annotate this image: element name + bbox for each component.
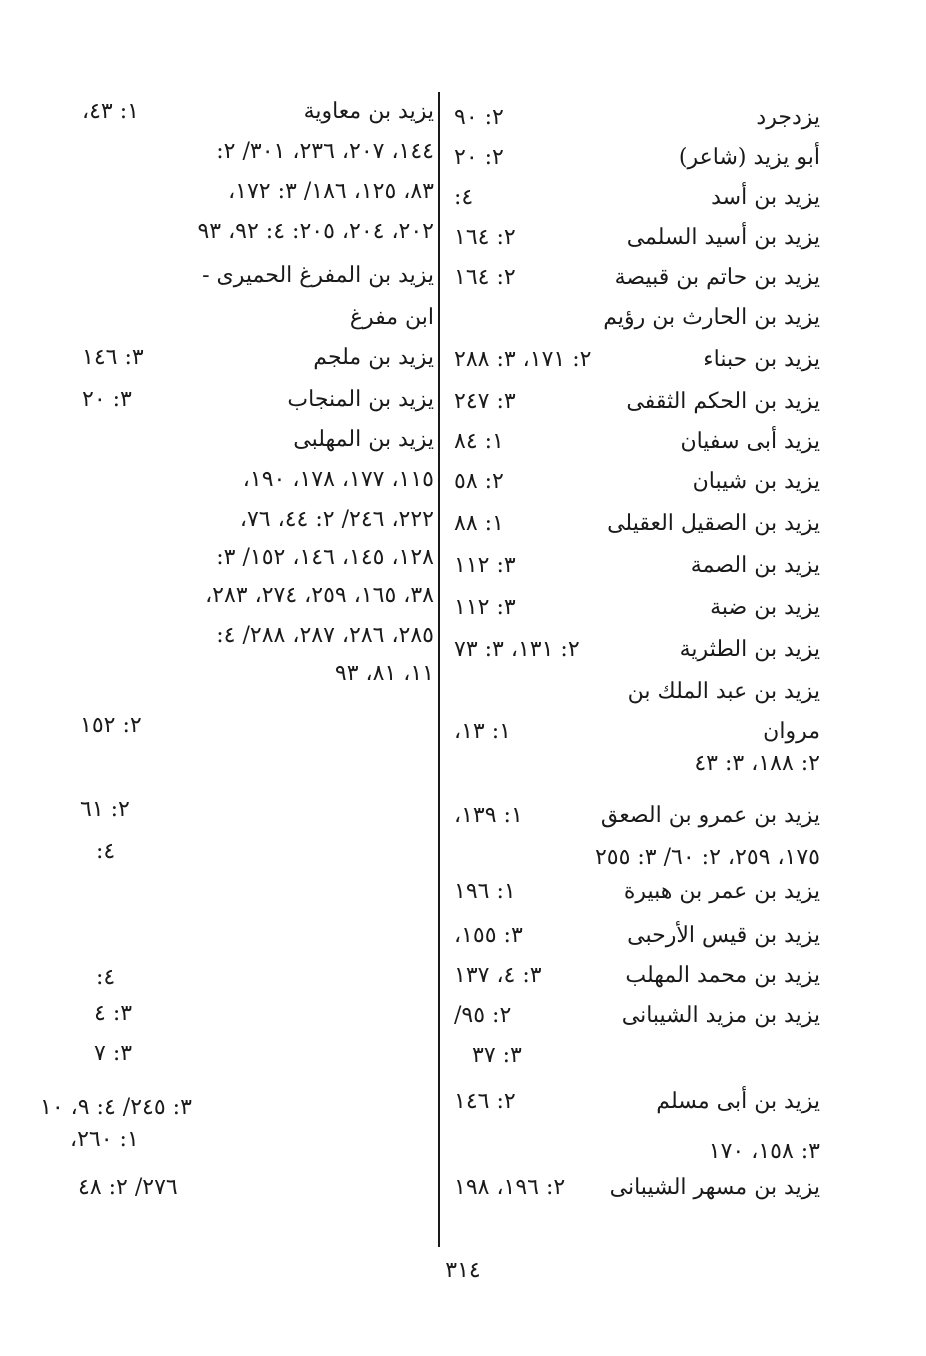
left-entry	[40, 994, 434, 1034]
left-entry	[40, 576, 434, 616]
entry-name: يزيد بن عمرو بن الصعق	[600, 803, 820, 828]
right-entry	[448, 1082, 820, 1122]
entry-name: أبو يزيد (شاعر)	[678, 145, 820, 170]
entry-reference: ١: ١٩٦	[454, 879, 516, 904]
right-entry	[448, 1168, 820, 1208]
left-entry	[40, 212, 434, 252]
left-entry	[40, 380, 434, 420]
left-entry	[40, 1168, 434, 1208]
left-entry	[40, 172, 434, 212]
entry-name: يزيد بن الطثرية	[679, 637, 820, 662]
entry-reference: ١١٥، ١٧٧، ١٧٨، ١٩٠،	[242, 467, 434, 492]
right-entry	[448, 996, 820, 1036]
right-entry	[448, 298, 820, 338]
right-entry	[448, 1132, 820, 1172]
right-entry	[448, 462, 820, 502]
entry-name: يزيد بن ضبة	[710, 595, 820, 620]
right-entry	[448, 546, 820, 586]
right-entry	[448, 588, 820, 628]
entry-reference: ٢٨٥، ٢٨٦، ٢٨٧، ٢٨٨/ ٤:	[216, 623, 434, 648]
entry-reference: ٣: ٢٤٧	[454, 389, 516, 414]
left-entry	[40, 538, 434, 578]
right-entry	[448, 1036, 820, 1076]
entry-reference: ٤:	[96, 839, 116, 864]
left-entry	[40, 654, 434, 694]
entry-reference: ٢: ١٣١، ٣: ٧٣	[454, 637, 580, 662]
right-entry	[448, 340, 820, 380]
left-entry	[40, 420, 434, 460]
column-divider	[438, 92, 440, 1247]
left-entry	[40, 460, 434, 500]
right-entry	[448, 258, 820, 298]
left-entry	[40, 338, 434, 378]
entry-reference: ٣: ٤، ١٣٧	[454, 963, 542, 988]
entry-reference: ٢: ١٩٦، ١٩٨	[454, 1175, 566, 1200]
left-column	[40, 0, 434, 1356]
right-entry	[448, 956, 820, 996]
page-number: ٣١٤	[445, 1258, 481, 1283]
entry-reference: ٢: ١٥٢	[80, 713, 142, 738]
entry-name: يزيد بن حبناء	[703, 347, 820, 372]
entry-reference: ٤:	[454, 185, 474, 210]
entry-reference: ٣: ١٥٥،	[454, 923, 523, 948]
entry-name: يزيد بن قيس الأرحبى	[627, 923, 820, 948]
entry-name: يزيد بن المنجاب	[287, 387, 434, 412]
left-entry	[40, 958, 434, 998]
left-entry	[40, 616, 434, 656]
entry-reference: ١٤٤، ٢٠٧، ٢٣٦، ٣٠١/ ٢:	[216, 139, 434, 164]
entry-name: يزيد بن مزيد الشيبانى	[621, 1003, 820, 1028]
entry-reference: ٢: ٢٠	[454, 145, 504, 170]
entry-name: مروان	[763, 719, 820, 744]
entry-reference: ٢: ١٧١، ٣: ٢٨٨	[454, 347, 592, 372]
entry-name: يزيد بن عمر بن هبيرة	[623, 879, 820, 904]
entry-reference: ٣٨، ١٦٥، ٢٥٩، ٢٧٤، ٢٨٣،	[205, 583, 434, 608]
entry-reference: ٣: ٢٤٥/ ٤: ٩، ١٠	[40, 1095, 192, 1120]
right-entry	[448, 796, 820, 836]
right-entry	[448, 916, 820, 956]
entry-reference: ١: ١٣٩،	[454, 803, 523, 828]
entry-reference: ٢: ١٦٤	[454, 265, 516, 290]
entry-reference: ٢٧٦/ ٢: ٤٨	[78, 1175, 178, 1200]
entry-name: يزيد بن شيبان	[692, 469, 820, 494]
left-entry	[40, 832, 434, 872]
entry-name: يزيد بن أسد	[711, 185, 820, 210]
right-entry	[448, 504, 820, 544]
entry-reference: ٣: ١١٢	[454, 553, 516, 578]
entry-reference: ٢: ١٨٨، ٣: ٤٣	[694, 751, 820, 776]
entry-name: يزيد بن ملجم	[313, 345, 434, 370]
entry-name: يزيد بن المفرغ الحميرى -	[202, 263, 434, 288]
left-entry	[40, 1120, 434, 1160]
entry-reference: ٣: ١١٢	[454, 595, 516, 620]
right-entry	[448, 218, 820, 258]
entry-reference: ٢: ١٦٤	[454, 225, 516, 250]
entry-reference: ١: ٨٨	[454, 511, 504, 536]
right-entry	[448, 630, 820, 670]
entry-reference: ٨٣، ١٢٥، ١٨٦/ ٣: ١٧٢،	[228, 179, 434, 204]
entry-reference: ٢: ٩٠	[454, 105, 504, 130]
left-entry	[40, 790, 434, 830]
left-entry	[40, 298, 434, 338]
entry-reference: ٣: ١٥٨، ١٧٠	[708, 1139, 820, 1164]
entry-name: يزدجرد	[756, 105, 820, 130]
entry-reference: ٢٠٢، ٢٠٤، ٢٠٥: ٤: ٩٢، ٩٣	[197, 219, 434, 244]
right-entry	[448, 872, 820, 912]
entry-reference: ١: ٢٦٠،	[70, 1127, 139, 1152]
right-entry	[448, 422, 820, 462]
entry-name: يزيد بن محمد المهلب	[625, 963, 820, 988]
right-entry	[448, 98, 820, 138]
entry-reference: ٤:	[96, 965, 116, 990]
entry-reference: ٣: ٣٧	[472, 1043, 522, 1068]
entry-reference: ١: ٨٤	[454, 429, 504, 454]
entry-reference: ٢٢٢، ٢٤٦/ ٢: ٤٤، ٧٦،	[239, 507, 434, 532]
entry-reference: ١٢٨، ١٤٥، ١٤٦، ١٥٢/ ٣:	[216, 545, 434, 570]
entry-name: يزيد بن الصقيل العقيلى	[607, 511, 820, 536]
entry-name: يزيد بن أسيد السلمى	[626, 225, 820, 250]
right-entry	[448, 178, 820, 218]
entry-reference: ٢: ١٤٦	[454, 1089, 516, 1114]
entry-reference: ٣: ٤	[94, 1001, 133, 1026]
entry-name: يزيد بن أبى مسلم	[656, 1089, 820, 1114]
right-entry	[448, 672, 820, 712]
entry-name: يزيد بن الصمة	[690, 553, 820, 578]
entry-name: يزيد بن مسهر الشيبانى	[609, 1175, 820, 1200]
entry-name: يزيد أبى سفيان	[680, 429, 820, 454]
right-entry	[448, 382, 820, 422]
right-column	[448, 0, 820, 1356]
entry-reference: ١١، ٨١، ٩٣	[334, 661, 434, 686]
entry-reference: ٣: ٢٠	[82, 387, 132, 412]
right-entry	[448, 138, 820, 178]
right-entry	[448, 744, 820, 784]
left-entry	[40, 500, 434, 540]
entry-reference: ٢: ٥٨	[454, 469, 504, 494]
entry-reference: ٣: ٧	[94, 1041, 133, 1066]
left-entry	[40, 1034, 434, 1074]
entry-name: يزيد بن المهلبى	[293, 427, 434, 452]
entry-name: يزيد بن حاتم بن قبيصة	[614, 265, 820, 290]
entry-name: يزيد بن عبد الملك بن	[627, 679, 820, 704]
left-entry	[40, 92, 434, 132]
entry-name: يزيد بن الحارث بن رؤيم	[603, 305, 820, 330]
entry-name: يزيد بن معاوية	[303, 99, 434, 124]
entry-reference: ١: ١٣،	[454, 719, 511, 744]
entry-reference: ٢: ٦١	[80, 797, 130, 822]
entry-name: ابن مفرغ	[349, 305, 434, 330]
entry-reference: ٢: ٩٥/	[454, 1003, 512, 1028]
left-entry	[40, 256, 434, 296]
entry-reference: ١٧٥، ٢٥٩، ٢: ٦٠/ ٣: ٢٥٥	[594, 845, 820, 870]
entry-reference: ١: ٤٣،	[82, 99, 139, 124]
entry-name: يزيد بن الحكم الثقفى	[626, 389, 820, 414]
left-entry	[40, 132, 434, 172]
entry-reference: ٣: ١٤٦	[82, 345, 144, 370]
left-entry	[40, 706, 434, 746]
